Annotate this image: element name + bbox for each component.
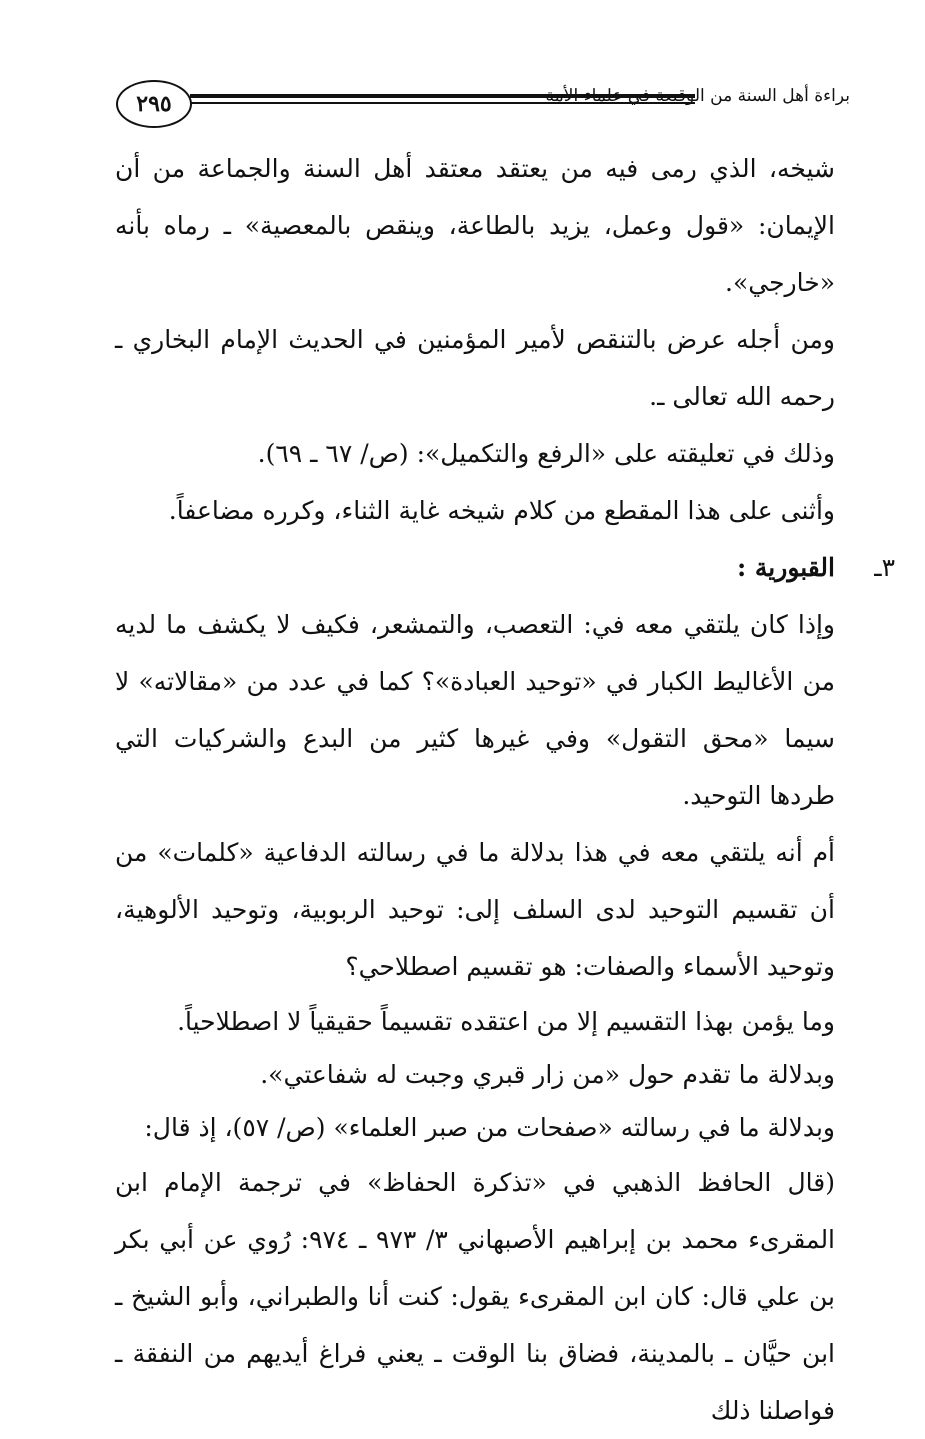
paragraph: ومن أجله عرض بالتنقص لأمير المؤمنين في الحديث الإمام البخاري ـ رحمه الله تعالى ـ.: [115, 325, 835, 411]
paragraph: وما يؤمن بهذا التقسيم إلا من اعتقده تقسيماً حقيقياً لا اصطلاحياً.: [177, 1007, 835, 1036]
section-heading: [115, 539, 895, 596]
section-title: القبورية :: [736, 553, 835, 582]
body-text: [115, 140, 895, 1439]
page-header: [110, 80, 850, 130]
paragraph: وبدلالة ما تقدم حول «من زار قبري وجبت له شفاعتي».: [260, 1060, 835, 1089]
paragraph: وإذا كان يلتقي معه في: التعصب، والتمشعر، فكيف لا يكشف ما لديه من الأغاليط الكبار في «توحيد العبادة»؟ كما في عدد من «مقالاته» لا سيما «محق التقول» وفي غيرها كثير من البدع والشركيات التي طردها التوحيد.: [115, 610, 835, 810]
paragraph: شيخه، الذي رمى فيه من يعتقد معتقد أهل السنة والجماعة من أن الإيمان: «قول وعمل، يزيد بالطاعة، وينقص بالمعصية» ـ رماه بأنه «خارجي».: [115, 154, 835, 297]
quoted-passage: (قال الحافظ الذهبي في «تذكرة الحفاظ» في ترجمة الإمام ابن المقرىء محمد بن إبراهيم الأصبهاني ٣/ ٩٧٣ ـ ٩٧٤: رُوي عن أبي بكر بن علي قال: كان ابن المقرىء يقول: كنت أنا والطبراني، وأبو الشيخ ـ ابن حيَّان ـ بالمدينة، فضاق بنا الوقت ـ يعني فراغ أيديهم من النفقة ـ فواصلنا ذلك: [115, 1168, 836, 1425]
section-number: ٣ـ: [874, 553, 895, 582]
page-number: ٢٩٥: [116, 80, 192, 128]
running-title: براءة أهل السنة من الوقيعة في علماء الأمة: [545, 86, 850, 106]
paragraph: أم أنه يلتقي معه في هذا بدلالة ما في رسالته الدفاعية «كلمات» من أن تقسيم التوحيد لدى السلف إلى: توحيد الربوبية، وتوحيد الألوهية، وتوحيد الأسماء والصفات: هو تقسيم اصطلاحي؟: [115, 838, 835, 981]
paragraph: وبدلالة ما في رسالته «صفحات من صبر العلماء» (ص/ ٥٧)، إذ قال:: [144, 1113, 835, 1142]
paragraph: وأثنى على هذا المقطع من كلام شيخه غاية الثناء، وكرره مضاعفاً.: [168, 496, 835, 525]
paragraph: وذلك في تعليقته على «الرفع والتكميل»: (ص/ ٦٧ ـ ٦٩).: [257, 439, 835, 468]
